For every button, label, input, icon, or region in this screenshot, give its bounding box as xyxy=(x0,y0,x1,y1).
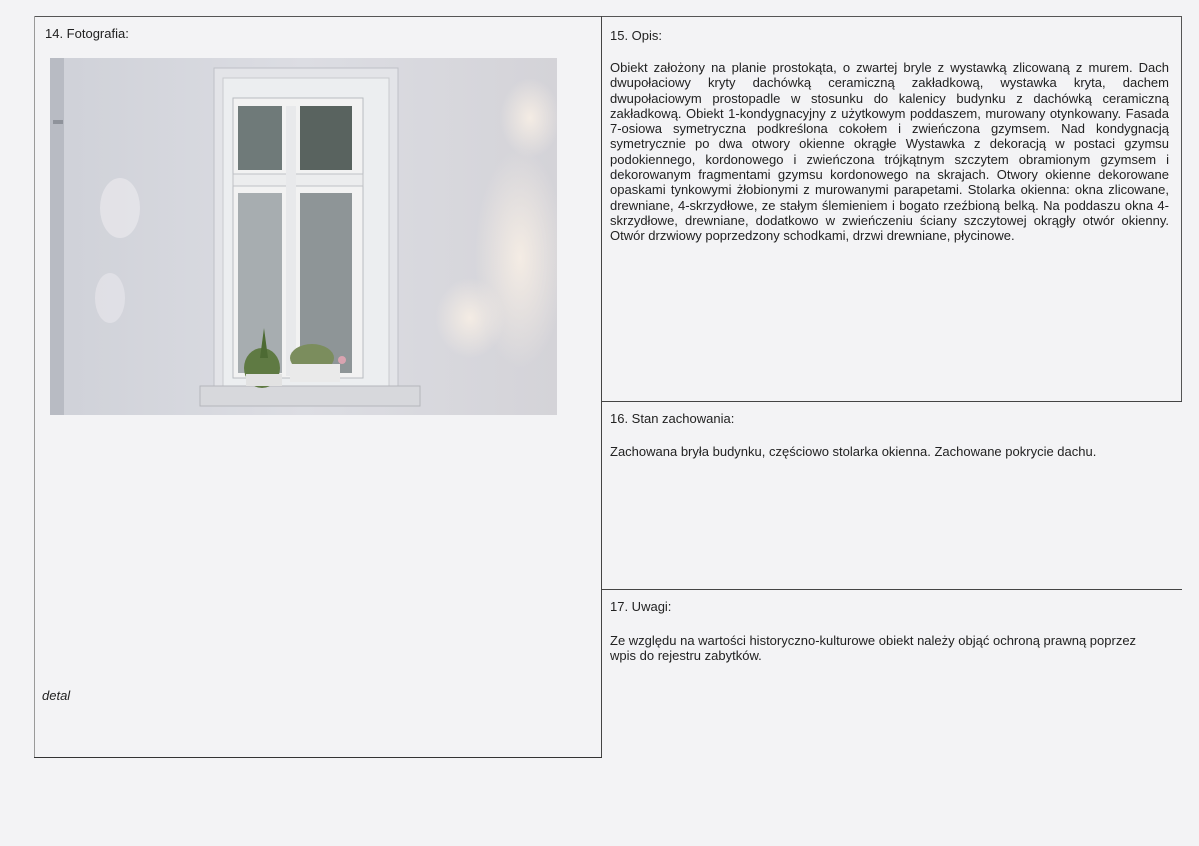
section-16-divider xyxy=(602,401,1182,402)
form-bottom-border xyxy=(34,757,602,758)
section-17-divider xyxy=(602,589,1182,590)
form-top-border xyxy=(34,16,1182,17)
section-17-label: 17. Uwagi: xyxy=(610,599,672,614)
form-right-border xyxy=(1181,16,1182,402)
form-column-divider xyxy=(601,16,602,758)
condition-text: Zachowana bryła budynku, częściowo stolarka okienna. Zachowane pokrycie dachu. xyxy=(610,444,1097,459)
window-photo xyxy=(50,58,557,415)
section-14-label: 14. Fotografia: xyxy=(45,26,129,41)
section-16-label: 16. Stan zachowania: xyxy=(610,411,735,426)
description-text: Obiekt założony na planie prostokąta, o zwartej bryle z wystawką zlicowaną z murem. Dach dwupołaciowy kryty dachówką ceramiczną zakładkową, wystawka kryta, dachem dwupołaciowym prostopadle w stosunku do kalenicy budynku z dachówką ceramiczną zakładkową. Obiekt 1-kondygnacyjny z użytkowym poddaszem, murowany otynkowany. Fasada 7-osiowa symetryczna podkreślona cokołem i zwieńczona gzymsem. Nad kondygnacją symetrycznie po dwa otwory okienne okrągłe Wystawka z dekoracją w postaci gzymsu podokiennego, kordonowego i zwieńczona trójkątnym szczytem obramionym gzymsem i dekorowanym fragmentami gzymsu kordonowego na skrajach. Otwory okienne dekorowane opaskami tynkowymi żłobionymi z murowanymi parapetami. Stolarka okienna: okna zlicowane, drewniane, 4-skrzydłowe, ze stałym ślemieniem i bogato rzeźbioną belką. Na poddaszu okna 4-skrzydłowe, drewniane, dodatkowo w zwieńczeniu ściany szczytowej okrągły otwór okienny. Otwór drzwiowy poprzedzony schodkami, drzwi drewniane, płycinowe. xyxy=(610,60,1169,244)
photo-caption: detal xyxy=(42,688,71,703)
section-15-label: 15. Opis: xyxy=(610,28,663,43)
remarks-text: Ze względu na wartości historyczno-kulturowe obiekt należy objąć ochroną prawną poprzez wpis do rejestru zabytków. xyxy=(610,633,1137,664)
form-left-border xyxy=(34,16,35,758)
